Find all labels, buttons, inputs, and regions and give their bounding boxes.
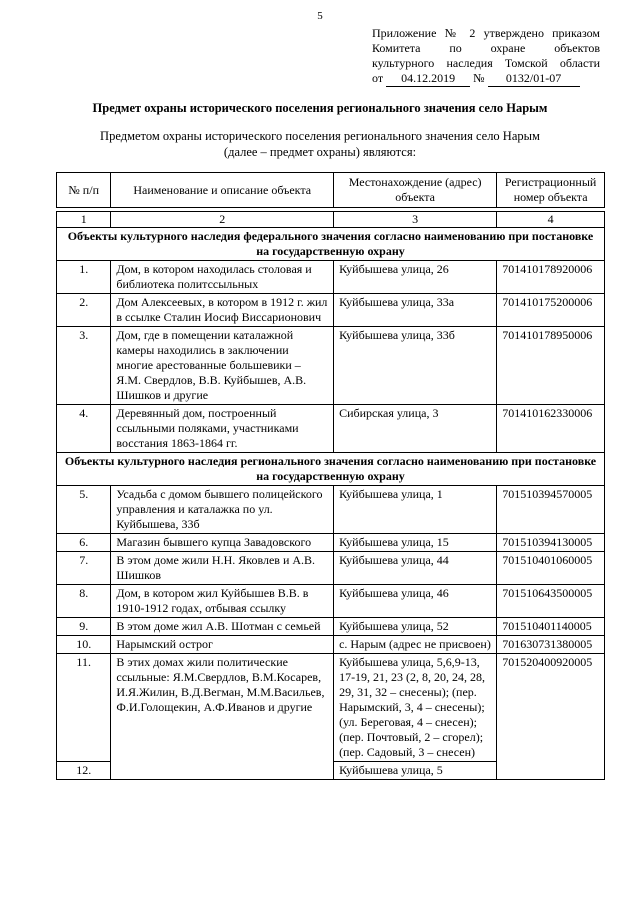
header-location: Местонахождение (адрес) объекта [334,173,497,208]
object-reg-number: 701410178920006 [497,261,605,294]
table-row [57,327,605,405]
section-row-federal [57,228,605,261]
section-title-regional: Объекты культурного наследия регионального значения согласно наименованию при постановке на государственную охрану [57,453,605,486]
header-name: Наименование и описание объекта [111,173,334,208]
object-reg-number: 701510401140005 [497,618,605,636]
order-number: 0132/01-07 [488,71,580,87]
header-reg: Регистрационный номер объекта [497,173,605,208]
column-number-row [57,212,605,228]
object-location: Куйбышева улица, 1 [334,486,497,534]
object-location: Куйбышева улица, 52 [334,618,497,636]
row-number: 12. [57,762,111,780]
header-row [57,173,605,208]
object-location: Куйбышева улица, 33б [334,327,497,405]
object-reg-number: 701630731380005 [497,636,605,654]
object-name: Нарымский острог [111,636,334,654]
table-row [57,618,605,636]
object-name: В этом доме жили Н.Н. Яковлев и А.В. Шишков [111,552,334,585]
row-number: 9. [57,618,111,636]
object-name: Усадьба с домом бывшего полицейского управления и каталажка по ул. Куйбышева, 33б [111,486,334,534]
row-number: 5. [57,486,111,534]
object-reg-number: 701510643500005 [497,585,605,618]
object-reg-number: 701410162330006 [497,405,605,453]
header-table [56,172,605,208]
object-location: Куйбышева улица, 44 [334,552,497,585]
row-number: 8. [57,585,111,618]
order-date: 04.12.2019 [386,71,470,87]
appendix-line-3: культурного наследия Томской области [372,56,600,70]
row-number: 4. [57,405,111,453]
section-row-regional [57,453,605,486]
number-label: № [473,71,485,85]
table-row [57,552,605,585]
object-reg-number: 701410175200006 [497,294,605,327]
table-row [57,486,605,534]
object-reg-number: 701510394570005 [497,486,605,534]
table-row [57,585,605,618]
section-title-federal: Объекты культурного наследия федерального значения согласно наименованию при постановке на государственную охрану [57,228,605,261]
object-location: Куйбышева улица, 46 [334,585,497,618]
table-row [57,294,605,327]
intro-paragraph: Предметом охраны исторического поселения регионального значения село Нарым (далее – предмет охраны) являются: [100,129,540,159]
from-label: от [372,71,384,85]
object-reg-number: 701510394130005 [497,534,605,552]
object-name: Магазин бывшего купца Завадовского [111,534,334,552]
object-name: Дом, в котором жил Куйбышев В.В. в 1910-1912 годах, отбывая ссылку [111,585,334,618]
appendix-date-line [372,71,600,87]
object-name: В этом доме жил А.В. Шотман с семьей [111,618,334,636]
row-number: 1. [57,261,111,294]
object-reg-number: 701520400920005 [497,654,605,780]
object-name: Дом, где в помещении каталажной камеры находились в заключении многие арестованные большевики – Я.М. Свердлов, В.В. Куйбышев, А.В. Шишков и другие [111,327,334,405]
object-location: Куйбышева улица, 15 [334,534,497,552]
row-number: 2. [57,294,111,327]
document-title: Предмет охраны исторического поселения регионального значения село Нарым [92,101,548,115]
object-name: Дом, в котором находилась столовая и библиотека политссыльных [111,261,334,294]
object-location: Куйбышева улица, 5 [334,762,497,780]
col-number: 4 [497,212,605,228]
header-num: № п/п [57,173,111,208]
object-location: Куйбышева улица, 26 [334,261,497,294]
col-number: 3 [334,212,497,228]
object-location: Куйбышева улица, 33а [334,294,497,327]
table-row [57,405,605,453]
appendix-approval-block [372,26,600,87]
object-name: Дом Алексеевых, в котором в 1912 г. жил в ссылке Сталин Иосиф Виссарионович [111,294,334,327]
row-number: 7. [57,552,111,585]
row-number: 11. [57,654,111,762]
row-number: 10. [57,636,111,654]
appendix-line-1: Приложение № 2 утверждено приказом [372,26,600,40]
object-location: Куйбышева улица, 5,6,9-13, 17-19, 21, 23 (2, 8, 20, 24, 28, 29, 31, 32 – снесены); (пер. Нарымский, 3, 4 – снесены); (ул. Береговая, 4 – снесен); (пер. Почтовый, 2 – сгорел); (пер. Садовый, 3 – снесен) [334,654,497,762]
object-location: с. Нарым (адрес не присвоен) [334,636,497,654]
page-number: 5 [317,10,323,22]
objects-table [56,211,605,780]
appendix-line-2: Комитета по охране объектов [372,41,600,55]
col-number: 2 [111,212,334,228]
row-number: 6. [57,534,111,552]
table-row [57,654,605,762]
row-number: 3. [57,327,111,405]
table-row [57,636,605,654]
col-number: 1 [57,212,111,228]
object-location: Сибирская улица, 3 [334,405,497,453]
object-reg-number: 701410178950006 [497,327,605,405]
object-name: В этих домах жили политические ссыльные: Я.М.Свердлов, В.М.Косарев, И.Я.Жилин, В.Д.Вегман, М.М.Васильев, Ф.И.Голощекин, А.Ф.Иванов и другие [111,654,334,780]
object-reg-number: 701510401060005 [497,552,605,585]
object-name: Деревянный дом, построенный ссыльными поляками, участниками восстания 1863-1864 гг. [111,405,334,453]
table-row [57,261,605,294]
table-row [57,534,605,552]
